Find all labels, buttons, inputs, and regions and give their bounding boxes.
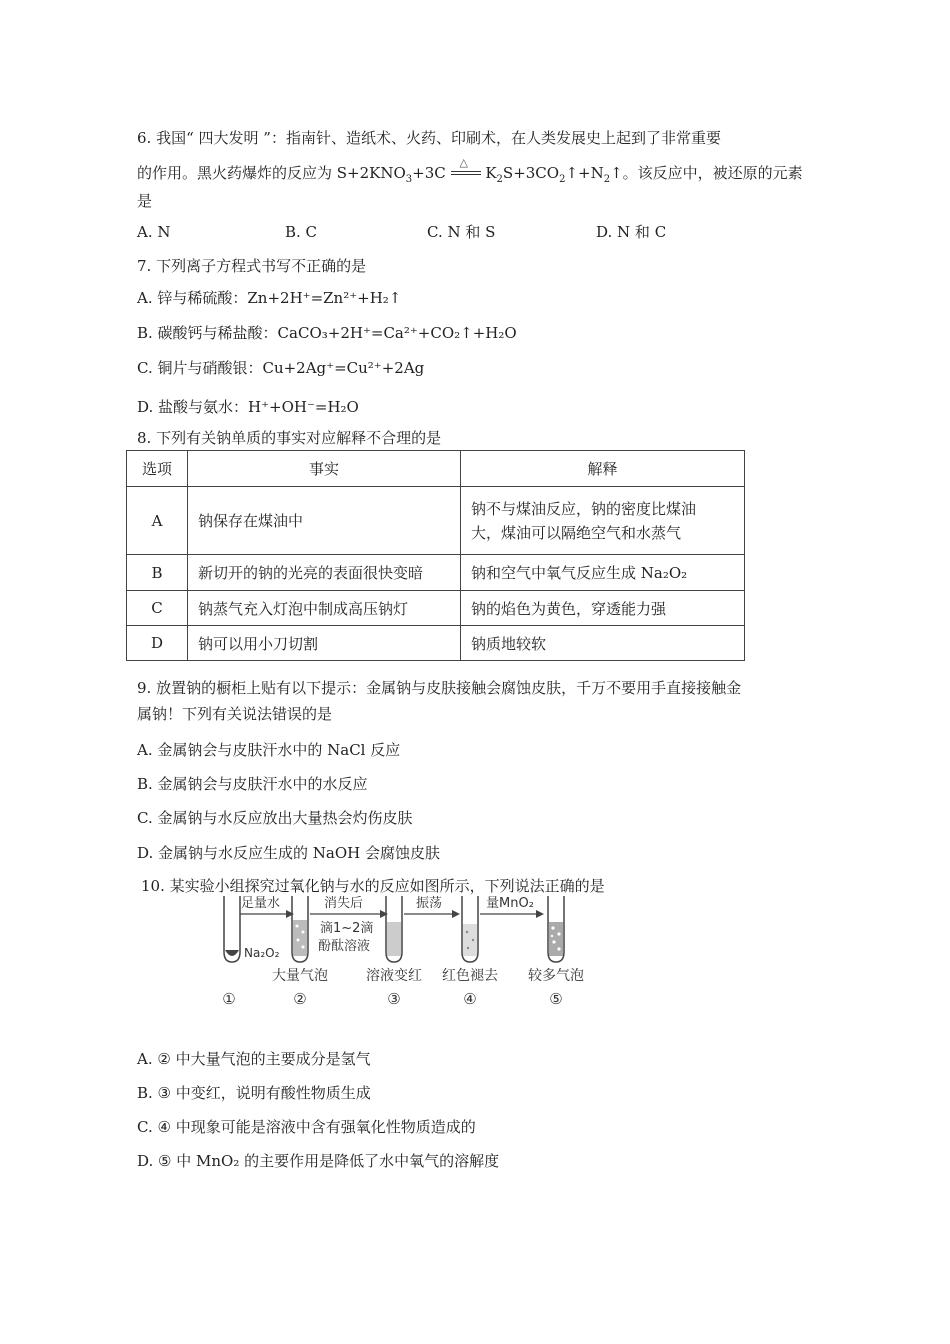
tube-number-3: ③ <box>387 990 401 1008</box>
step-1-label: 足量水 <box>241 896 281 911</box>
arrow-4-head-icon <box>536 910 544 918</box>
q6-option-d: D. N 和 C <box>596 223 667 241</box>
table-cell-explanation-line2: 大，煤油可以隔绝空气和水蒸气 <box>471 523 682 542</box>
table-cell-explanation: 钠和空气中氧气反应生成 Na₂O₂ <box>461 555 745 591</box>
q6-stem-line1: 6. 我国“ 四大发明 ”：指南针、造纸术、火药、印刷术，在人类发展史上起到了非常重要 <box>137 129 721 147</box>
q9-stem-line2: 属钠！下列有关说法错误的是 <box>137 705 333 723</box>
q6-equation-carbon: +3C <box>412 164 446 182</box>
q7-option-c: C. 铜片与硝酸银：Cu+2Ag⁺=Cu²⁺+2Ag <box>137 359 425 377</box>
table-cell-fact: 钠保存在煤油中 <box>188 487 461 555</box>
table-cell-explanation: 钠质地较软 <box>461 626 745 661</box>
q7-option-a: A. 锌与稀硫酸：Zn+2H⁺=Zn²⁺+H₂↑ <box>137 289 402 307</box>
q9-stem-line1: 9. 放置钠的橱柜上贴有以下提示：金属钠与皮肤接触会腐蚀皮肤，千万不要用手直接接触金 <box>137 679 742 697</box>
q9-option-d: D. 金属钠与水反应生成的 NaOH 会腐蚀皮肤 <box>137 844 441 862</box>
table-cell-option: C <box>127 591 188 626</box>
q9-option-c: C. 金属钠与水反应放出大量热会灼伤皮肤 <box>137 809 413 827</box>
arrow-1-head-icon <box>286 910 294 918</box>
q6-option-b: B. C <box>285 223 318 241</box>
q10-option-d: D. ⑤ 中 MnO₂ 的主要作用是降低了水中氧气的溶解度 <box>137 1152 500 1170</box>
q6-equation-k: K <box>485 164 497 182</box>
step-2-label-c: 酚酞溶液 <box>318 939 371 954</box>
table-cell-fact: 钠蒸气充入灯泡中制成高压钠灯 <box>188 591 461 626</box>
arrow-2-head-icon <box>380 910 388 918</box>
arrow-3-head-icon <box>452 910 460 918</box>
step-3-label: 振荡 <box>416 896 443 911</box>
q6-equation-left: 的作用。黑火药爆炸的反应为 S+2KNO <box>137 164 406 182</box>
table-cell-explanation: 钠的焰色为黄色，穿透能力强 <box>461 591 745 626</box>
table-header-explanation: 解释 <box>461 451 745 487</box>
table-header-row <box>127 451 745 487</box>
q6-equation-right: S+3CO <box>502 164 560 182</box>
q6-option-a: A. N <box>137 223 171 241</box>
step-2-label-b: 滴1~2滴 <box>320 921 374 936</box>
q10-stem: 10. 某实验小组探究过氧化钠与水的反应如图所示，下列说法正确的是 <box>141 877 605 895</box>
observation-label-3: 溶液变红 <box>366 968 422 984</box>
test-tube-2-icon <box>292 896 308 962</box>
observation-label-5: 较多气泡 <box>528 968 584 984</box>
heating-condition-icon: △ <box>451 165 481 183</box>
table-cell-option: D <box>127 626 188 661</box>
table-cell-fact: 新切开的钠的光亮的表面很快变暗 <box>188 555 461 591</box>
table-row <box>127 591 745 626</box>
table-cell-fact: 钠可以用小刀切割 <box>188 626 461 661</box>
test-tube-4-icon <box>462 896 478 962</box>
table-row <box>127 555 745 591</box>
test-tube-5-icon <box>548 896 564 962</box>
reagent-label: Na₂O₂ <box>244 946 280 960</box>
test-tube-1-icon <box>224 896 240 962</box>
q10-option-c: C. ④ 中现象可能是溶液中含有强氧化性物质造成的 <box>137 1118 476 1136</box>
table-row <box>127 487 745 555</box>
tube-number-1: ① <box>222 990 236 1008</box>
table-row <box>127 626 745 661</box>
q10-option-b: B. ③ 中变红，说明有酸性物质生成 <box>137 1084 371 1102</box>
q7-stem: 7. 下列离子方程式书写不正确的是 <box>137 257 367 275</box>
q6-option-c: C. N 和 S <box>427 223 496 241</box>
q7-option-b: B. 碳酸钙与稀盐酸：CaCO₃+2H⁺=Ca²⁺+CO₂↑+H₂O <box>137 324 517 342</box>
q8-table <box>126 450 745 661</box>
q7-option-d: D. 盐酸与氨水：H⁺+OH⁻=H₂O <box>137 398 359 416</box>
q6-stem-line2: 的作用。黑火药爆炸的反应为 $S+2KNO_3+3C$ △ $K_2S+3CO_2↑+N_2↑$。该反应中，被还原的元素 <box>137 156 803 185</box>
observation-label-2: 大量气泡 <box>272 968 328 984</box>
q8-stem: 8. 下列有关钠单质的事实对应解释不合理的是 <box>137 429 442 447</box>
experiment-figure <box>214 892 594 1012</box>
step-2-label-a: 消失后 <box>324 896 364 911</box>
table-cell-explanation <box>461 487 745 555</box>
table-header-option: 选项 <box>127 451 188 487</box>
q9-option-b: B. 金属钠会与皮肤汗水中的水反应 <box>137 775 368 793</box>
table-cell-option: B <box>127 555 188 591</box>
table-cell-explanation-line1: 钠不与煤油反应，钠的密度比煤油 <box>471 499 697 518</box>
tube-number-5: ⑤ <box>549 990 563 1008</box>
table-header-fact: 事实 <box>188 451 461 487</box>
tube-number-2: ② <box>293 990 307 1008</box>
observation-label-4: 红色褪去 <box>442 968 498 984</box>
q9-option-a: A. 金属钠会与皮肤汗水中的 NaCl 反应 <box>137 741 401 759</box>
step-4-label: 量MnO₂ <box>486 896 534 911</box>
tube-number-4: ④ <box>463 990 477 1008</box>
q6-stem-line3: 是 <box>137 192 153 210</box>
q6-equation-n: ↑+N <box>565 164 604 182</box>
test-tube-3-icon <box>386 896 402 962</box>
q6-stem-tail: ↑。该反应中，被还原的元素 <box>610 164 803 182</box>
q10-option-a: A. ② 中大量气泡的主要成分是氢气 <box>137 1050 371 1068</box>
table-cell-option: A <box>127 487 188 555</box>
